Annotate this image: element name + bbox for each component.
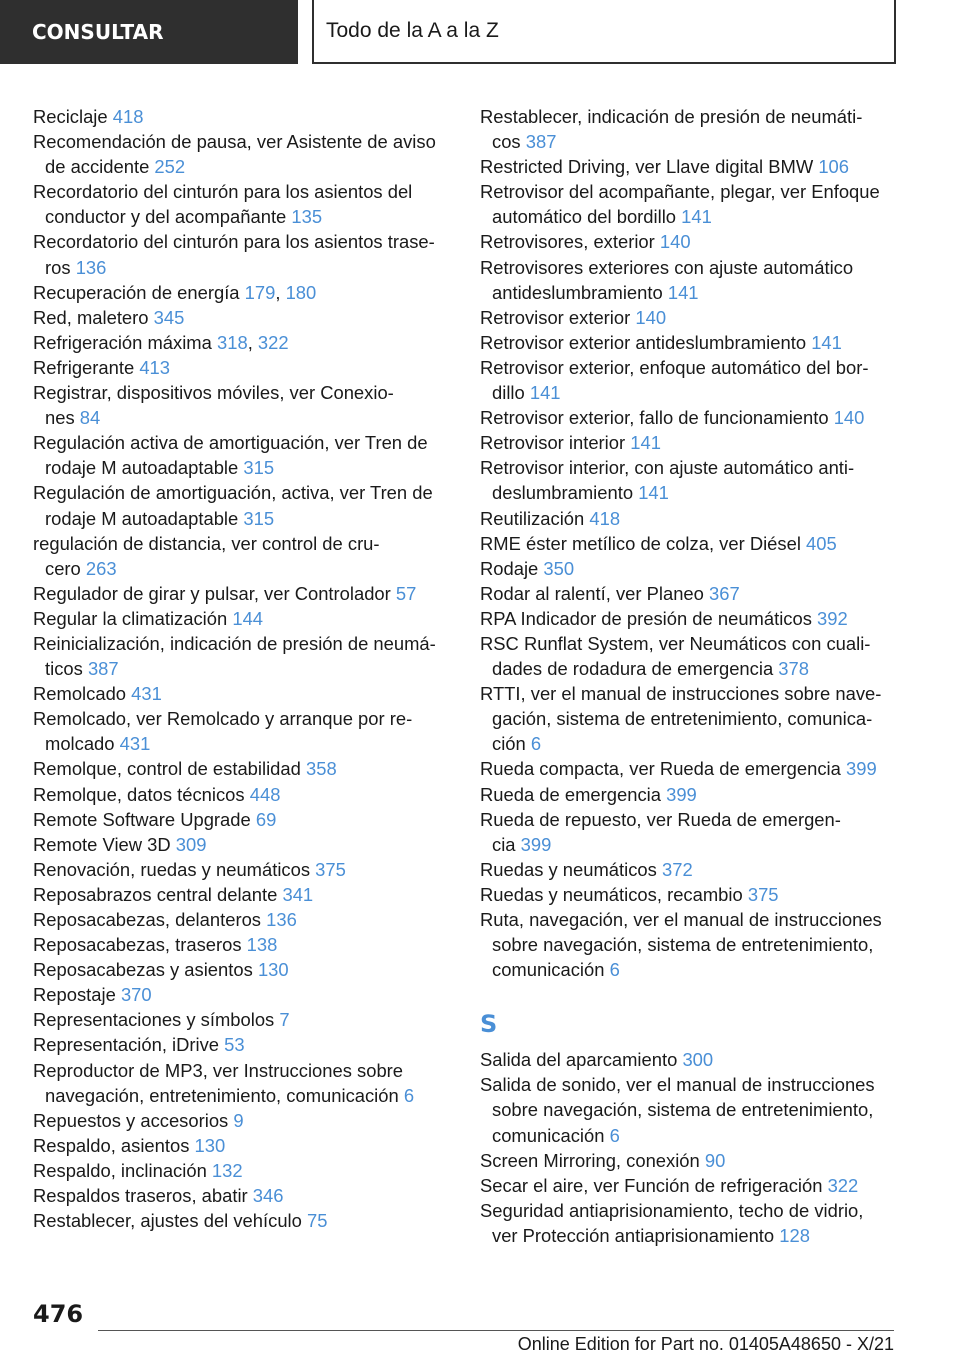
index-entry: [33, 430, 451, 480]
index-entry-text: Rueda de emergencia: [480, 783, 661, 805]
page-link[interactable]: 358: [305, 758, 337, 780]
index-entry: [33, 982, 451, 1007]
index-entry-text: antideslumbramiento: [492, 281, 663, 303]
index-entry: [480, 154, 898, 179]
page-link[interactable]: 57: [395, 582, 417, 604]
index-entry-text: Rueda de repuesto, ver Rueda de emergen‐: [480, 808, 841, 830]
index-entry: [33, 531, 451, 581]
index-entry-text: Retrovisor exterior antideslumbramiento: [480, 331, 807, 353]
page-link[interactable]: 399: [520, 833, 552, 855]
index-entry: [33, 305, 451, 330]
index-entry: [480, 305, 898, 330]
index-entry-text: dillo: [492, 382, 525, 404]
index-entry-text: Retrovisor exterior: [480, 306, 631, 328]
index-entry-text: cos: [492, 131, 521, 153]
footer-rule: [98, 1330, 894, 1331]
index-entry: Recuperación de energía 179, 180: [33, 281, 317, 303]
page-link[interactable]: 6: [530, 733, 542, 755]
index-entry-text: Salida del aparcamiento: [480, 1049, 678, 1071]
index-entry: [480, 179, 898, 229]
index-entry-text: Reinicialización, indicación de presión de neumá‐: [33, 632, 436, 654]
index-entry-text: Remolcado: [33, 683, 127, 705]
page-link[interactable]: 346: [252, 1185, 284, 1207]
index-entry-text: Renovación, ruedas y neumáticos: [33, 858, 311, 880]
index-entry-text: Ruedas y neumáticos, recambio: [480, 883, 743, 905]
index-entry-text: navegación, entretenimiento, comunicación: [45, 1084, 399, 1106]
index-entry-text: RPA Indicador de presión de neumáticos: [480, 607, 812, 629]
index-entry-text: Seguridad antiaprisionamiento, techo de vidrio,: [480, 1199, 864, 1221]
index-entry: [33, 782, 451, 807]
page-link[interactable]: 144: [232, 607, 264, 629]
page-link[interactable]: 106: [818, 156, 849, 178]
index-entry: [33, 832, 451, 857]
page-link[interactable]: 179: [244, 281, 276, 303]
index-entry-text: Respaldo, asientos: [33, 1134, 190, 1156]
index-entry-text: Remote View 3D: [33, 833, 171, 855]
index-entry: [33, 606, 451, 631]
page-link[interactable]: 136: [266, 909, 297, 930]
index-entry: [33, 1133, 451, 1158]
index-entry-text: Retrovisor interior: [480, 432, 626, 454]
index-entry-text: Respaldos traseros, abatir: [33, 1185, 248, 1207]
index-entry: [480, 681, 898, 756]
index-entry-text: Rueda compacta, ver Rueda de emergencia: [480, 758, 841, 780]
index-entry: [33, 179, 451, 229]
page-link[interactable]: 375: [747, 883, 779, 905]
page-link[interactable]: 322: [827, 1174, 859, 1196]
index-entry-text: Screen Mirroring, conexión: [480, 1149, 700, 1171]
index-entry-text: ticos: [45, 658, 83, 680]
index-entry-text: Recordatorio del cinturón para los asientos trase‐: [33, 231, 435, 253]
index-entry-text: Restablecer, ajustes del vehículo: [33, 1210, 302, 1232]
index-entry-text: Recomendación de pausa, ver Asistente de aviso: [33, 131, 436, 153]
index-entry: [480, 405, 898, 430]
index-entry: [480, 756, 898, 781]
index-entry-text: sobre navegación, sistema de entretenimiento,: [492, 934, 874, 956]
index-entry-text: Retrovisores, exterior: [480, 231, 655, 253]
index-entry-text: Reposacabezas y asientos: [33, 959, 253, 981]
page-link[interactable]: 431: [119, 733, 151, 755]
index-entry: [480, 430, 898, 455]
index-entry: [480, 882, 898, 907]
page-link[interactable]: 132: [211, 1159, 243, 1181]
index-entry-text: ción: [492, 733, 526, 755]
page-link[interactable]: 53: [224, 1034, 245, 1056]
index-entry-text: sobre navegación, sistema de entretenimiento,: [492, 1099, 874, 1121]
page-link[interactable]: 309: [175, 833, 207, 855]
index-entry-text: Remolque, control de estabilidad: [33, 758, 301, 780]
index-entry-text: Reposacabezas, delanteros: [33, 909, 261, 930]
index-entry: [480, 355, 898, 405]
index-entry-text: Recuperación de energía: [33, 281, 240, 303]
index-entry: [33, 631, 451, 681]
index-entry-text: automático del bordillo: [492, 206, 677, 228]
page-link[interactable]: 141: [529, 382, 561, 404]
index-entry: [33, 129, 451, 179]
index-entry: [33, 1007, 451, 1032]
index-entry: [33, 355, 451, 380]
page-link[interactable]: 387: [87, 658, 119, 680]
page-link[interactable]: 387: [525, 131, 557, 153]
page-link[interactable]: 136: [75, 256, 107, 278]
page-link[interactable]: 399: [846, 758, 877, 780]
index-entry: [480, 556, 898, 581]
index-entry-text: Secar el aire, ver Función de refrigeración: [480, 1174, 823, 1196]
index-entry-text: RSC Runflat System, ver Neumáticos con cuali‐: [480, 632, 871, 654]
index-entry-text: Reproductor de MP3, ver Instrucciones sobre: [33, 1059, 404, 1081]
index-entry: [33, 807, 451, 832]
index-entry-text: Representación, iDrive: [33, 1034, 220, 1056]
page-link[interactable]: 6: [609, 959, 620, 981]
page-link[interactable]: 392: [817, 607, 848, 629]
index-entry: [480, 581, 898, 606]
page-link[interactable]: 341: [282, 883, 314, 905]
index-entry-text: Remolcado, ver Remolcado y arranque por re‐: [33, 708, 413, 730]
index-entry: [33, 756, 451, 781]
page-link[interactable]: 69: [255, 808, 277, 830]
index-entry-text: Rodar al ralentí, ver Planeo: [480, 582, 704, 604]
index-entry: [480, 455, 898, 505]
page-link[interactable]: 141: [681, 206, 712, 228]
section-title: Todo de la A a la Z: [312, 0, 896, 64]
page-link[interactable]: 345: [153, 306, 185, 328]
index-entry-text: Representaciones y símbolos: [33, 1009, 275, 1031]
page-link[interactable]: 350: [543, 557, 575, 579]
page-link[interactable]: 141: [630, 432, 661, 454]
index-entry-text: Registrar, dispositivos móviles, ver Conexio‐: [33, 382, 394, 404]
page-link[interactable]: 263: [85, 557, 117, 579]
index-entry: [480, 1072, 898, 1147]
page-link[interactable]: 367: [709, 582, 740, 604]
page-link[interactable]: 431: [131, 683, 162, 705]
index-entry: [33, 581, 451, 606]
index-entry: [480, 1047, 898, 1072]
index-entry-text: dades de rodadura de emergencia: [492, 658, 774, 680]
page-link[interactable]: 413: [139, 356, 171, 378]
index-entry: [33, 1032, 451, 1057]
index-entry-text: Remote Software Upgrade: [33, 808, 251, 830]
index-entry-text: Reutilización: [480, 507, 585, 529]
page-link[interactable]: 405: [806, 532, 837, 554]
index-entry: [33, 706, 451, 756]
index-entry-text: rodaje M autoadaptable: [45, 457, 239, 479]
page-link[interactable]: 399: [666, 783, 697, 805]
index-entry: [33, 932, 451, 957]
index-entry-text: molcado: [45, 733, 115, 755]
index-entry-text: regulación de distancia, ver control de cru‐: [33, 532, 380, 554]
index-entry-text: Retrovisor exterior, enfoque automático del bor‐: [480, 356, 869, 378]
index-entry-text: Retrovisor exterior, fallo de funcionamiento: [480, 407, 829, 429]
index-entry: Refrigeración máxima 318, 322: [33, 331, 289, 353]
index-entry: [480, 330, 898, 355]
index-entry: [33, 229, 451, 279]
index-entry-text: Salida de sonido, ver el manual de instrucciones: [480, 1074, 875, 1096]
index-entry-text: Retrovisor del acompañante, plegar, ver Enfoque: [480, 181, 880, 203]
index-entry-text: RTTI, ver el manual de instrucciones sobre nave‐: [480, 683, 882, 705]
page-link[interactable]: 90: [704, 1149, 726, 1171]
index-entry-text: Ruta, navegación, ver el manual de instrucciones: [480, 909, 882, 930]
index-entry-text: cia: [492, 833, 516, 855]
index-entry: [33, 1208, 451, 1233]
index-entry-text: rodaje M autoadaptable: [45, 507, 239, 529]
index-entry: [480, 229, 898, 254]
index-entry-text: Remolque, datos técnicos: [33, 783, 245, 805]
index-entry: [480, 1173, 898, 1198]
section-tab: CONSULTAR: [0, 0, 298, 64]
index-entry: [480, 255, 898, 305]
index-entry-text: Reposacabezas, traseros: [33, 934, 242, 956]
index-entry-text: Refrigerante: [33, 356, 135, 378]
index-entry: [33, 1108, 451, 1133]
page-link[interactable]: 141: [811, 331, 842, 353]
index-entry-text: ros: [45, 256, 71, 278]
index-entry-text: Regulación de amortiguación, activa, ver Tren de: [33, 482, 433, 504]
page-link[interactable]: 370: [120, 984, 152, 1006]
index-entry-text: RME éster metílico de colza, ver Diésel: [480, 532, 801, 554]
index-entry-text: Restablecer, indicación de presión de neumáti‐: [480, 106, 863, 127]
page-link[interactable]: 315: [243, 457, 275, 479]
index-entry-text: conductor y del acompañante: [45, 206, 287, 228]
index-column-right: [480, 104, 898, 1248]
index-entry-text: ver Protección antiaprisionamiento: [492, 1224, 775, 1246]
index-entry-text: Reciclaje: [33, 106, 108, 127]
index-entry: [480, 531, 898, 556]
page-link[interactable]: 7: [279, 1009, 290, 1031]
page-link[interactable]: 418: [112, 106, 144, 127]
index-entry-text: Reposabrazos central delante: [33, 883, 278, 905]
page-link[interactable]: 75: [307, 1210, 328, 1232]
index-entry: [480, 857, 898, 882]
page-link[interactable]: 140: [833, 407, 865, 429]
index-entry: [33, 1058, 451, 1108]
index-entry: [33, 681, 451, 706]
page-link[interactable]: 378: [778, 658, 809, 680]
index-entry-text: gación, sistema de entretenimiento, comunica‐: [492, 708, 873, 730]
index-entry-text: Retrovisor interior, con ajuste automático anti‐: [480, 457, 855, 479]
index-entry-text: Recordatorio del cinturón para los asientos del: [33, 181, 413, 203]
page-link[interactable]: 418: [589, 507, 621, 529]
index-entry-text: Red, maletero: [33, 306, 149, 328]
page-link[interactable]: 138: [246, 934, 278, 956]
index-entry: [480, 606, 898, 631]
index-entry-text: Repostaje: [33, 984, 116, 1006]
page-link[interactable]: 84: [79, 407, 101, 429]
page-link[interactable]: 6: [403, 1084, 415, 1106]
index-entry: [480, 1148, 898, 1173]
page-link[interactable]: 141: [667, 281, 699, 303]
page-link[interactable]: 6: [609, 1124, 620, 1146]
index-entry: [33, 1183, 451, 1208]
index-entry-text: Regular la climatización: [33, 607, 228, 629]
page-link[interactable]: 140: [659, 231, 691, 253]
footer-edition: Online Edition for Part no. 01405A48650 - X/21: [517, 1334, 894, 1354]
page-link[interactable]: 300: [682, 1049, 714, 1071]
index-entry-text: Refrigeración máxima: [33, 331, 212, 353]
index-entry: [480, 631, 898, 681]
index-entry-text: Regulación activa de amortiguación, ver Tren de: [33, 432, 428, 454]
index-entry: [33, 907, 451, 932]
index-entry: [480, 104, 898, 154]
index-entry: [33, 957, 451, 982]
index-entry-text: nes: [45, 407, 75, 429]
page-link[interactable]: 130: [257, 959, 289, 981]
index-entry: [33, 480, 451, 530]
page-link[interactable]: 448: [249, 783, 281, 805]
index-entry-text: Ruedas y neumáticos: [480, 858, 657, 880]
index-entry: [33, 104, 451, 129]
page-link[interactable]: 9: [233, 1109, 244, 1131]
index-entry-text: Rodaje: [480, 557, 539, 579]
page-link[interactable]: 135: [291, 206, 323, 228]
index-entry-text: de accidente: [45, 156, 150, 178]
page-link[interactable]: 140: [635, 306, 667, 328]
index-entry: [480, 1198, 898, 1248]
index-column-left: [33, 104, 451, 1233]
index-entry: [33, 857, 451, 882]
page-link[interactable]: 315: [243, 507, 275, 529]
page-link[interactable]: 375: [315, 858, 346, 880]
index-entry-text: cero: [45, 557, 81, 579]
index-entry-text: Respaldo, inclinación: [33, 1159, 207, 1181]
page-link[interactable]: 130: [194, 1134, 226, 1156]
index-entry: [480, 782, 898, 807]
page-link[interactable]: 322: [257, 331, 289, 353]
page-link[interactable]: 252: [154, 156, 186, 178]
page-number: 476: [33, 1300, 84, 1328]
index-entry-text: Regulador de girar y pulsar, ver Controlador: [33, 582, 391, 604]
index-entry-text: Retrovisores exteriores con ajuste automático: [480, 256, 854, 278]
page-link[interactable]: 372: [661, 858, 693, 880]
index-entry: [33, 1158, 451, 1183]
index-entry-text: comunicación: [492, 959, 605, 981]
page-link[interactable]: 318: [217, 331, 248, 353]
index-entry: [480, 807, 898, 857]
index-entry: [33, 882, 451, 907]
index-entry-text: comunicación: [492, 1124, 605, 1146]
index-entry: [480, 506, 898, 531]
index-entry-text: Restricted Driving, ver Llave digital BMW: [480, 156, 814, 178]
index-entry: [480, 907, 898, 982]
index-entry-text: Repuestos y accesorios: [33, 1109, 229, 1131]
page-link[interactable]: 128: [779, 1224, 810, 1246]
index-entry: [33, 380, 451, 430]
index-letter-heading: S: [480, 1010, 498, 1039]
index-entry-text: deslumbramiento: [492, 482, 634, 504]
page-link[interactable]: 180: [285, 281, 317, 303]
page-link[interactable]: 141: [638, 482, 669, 504]
